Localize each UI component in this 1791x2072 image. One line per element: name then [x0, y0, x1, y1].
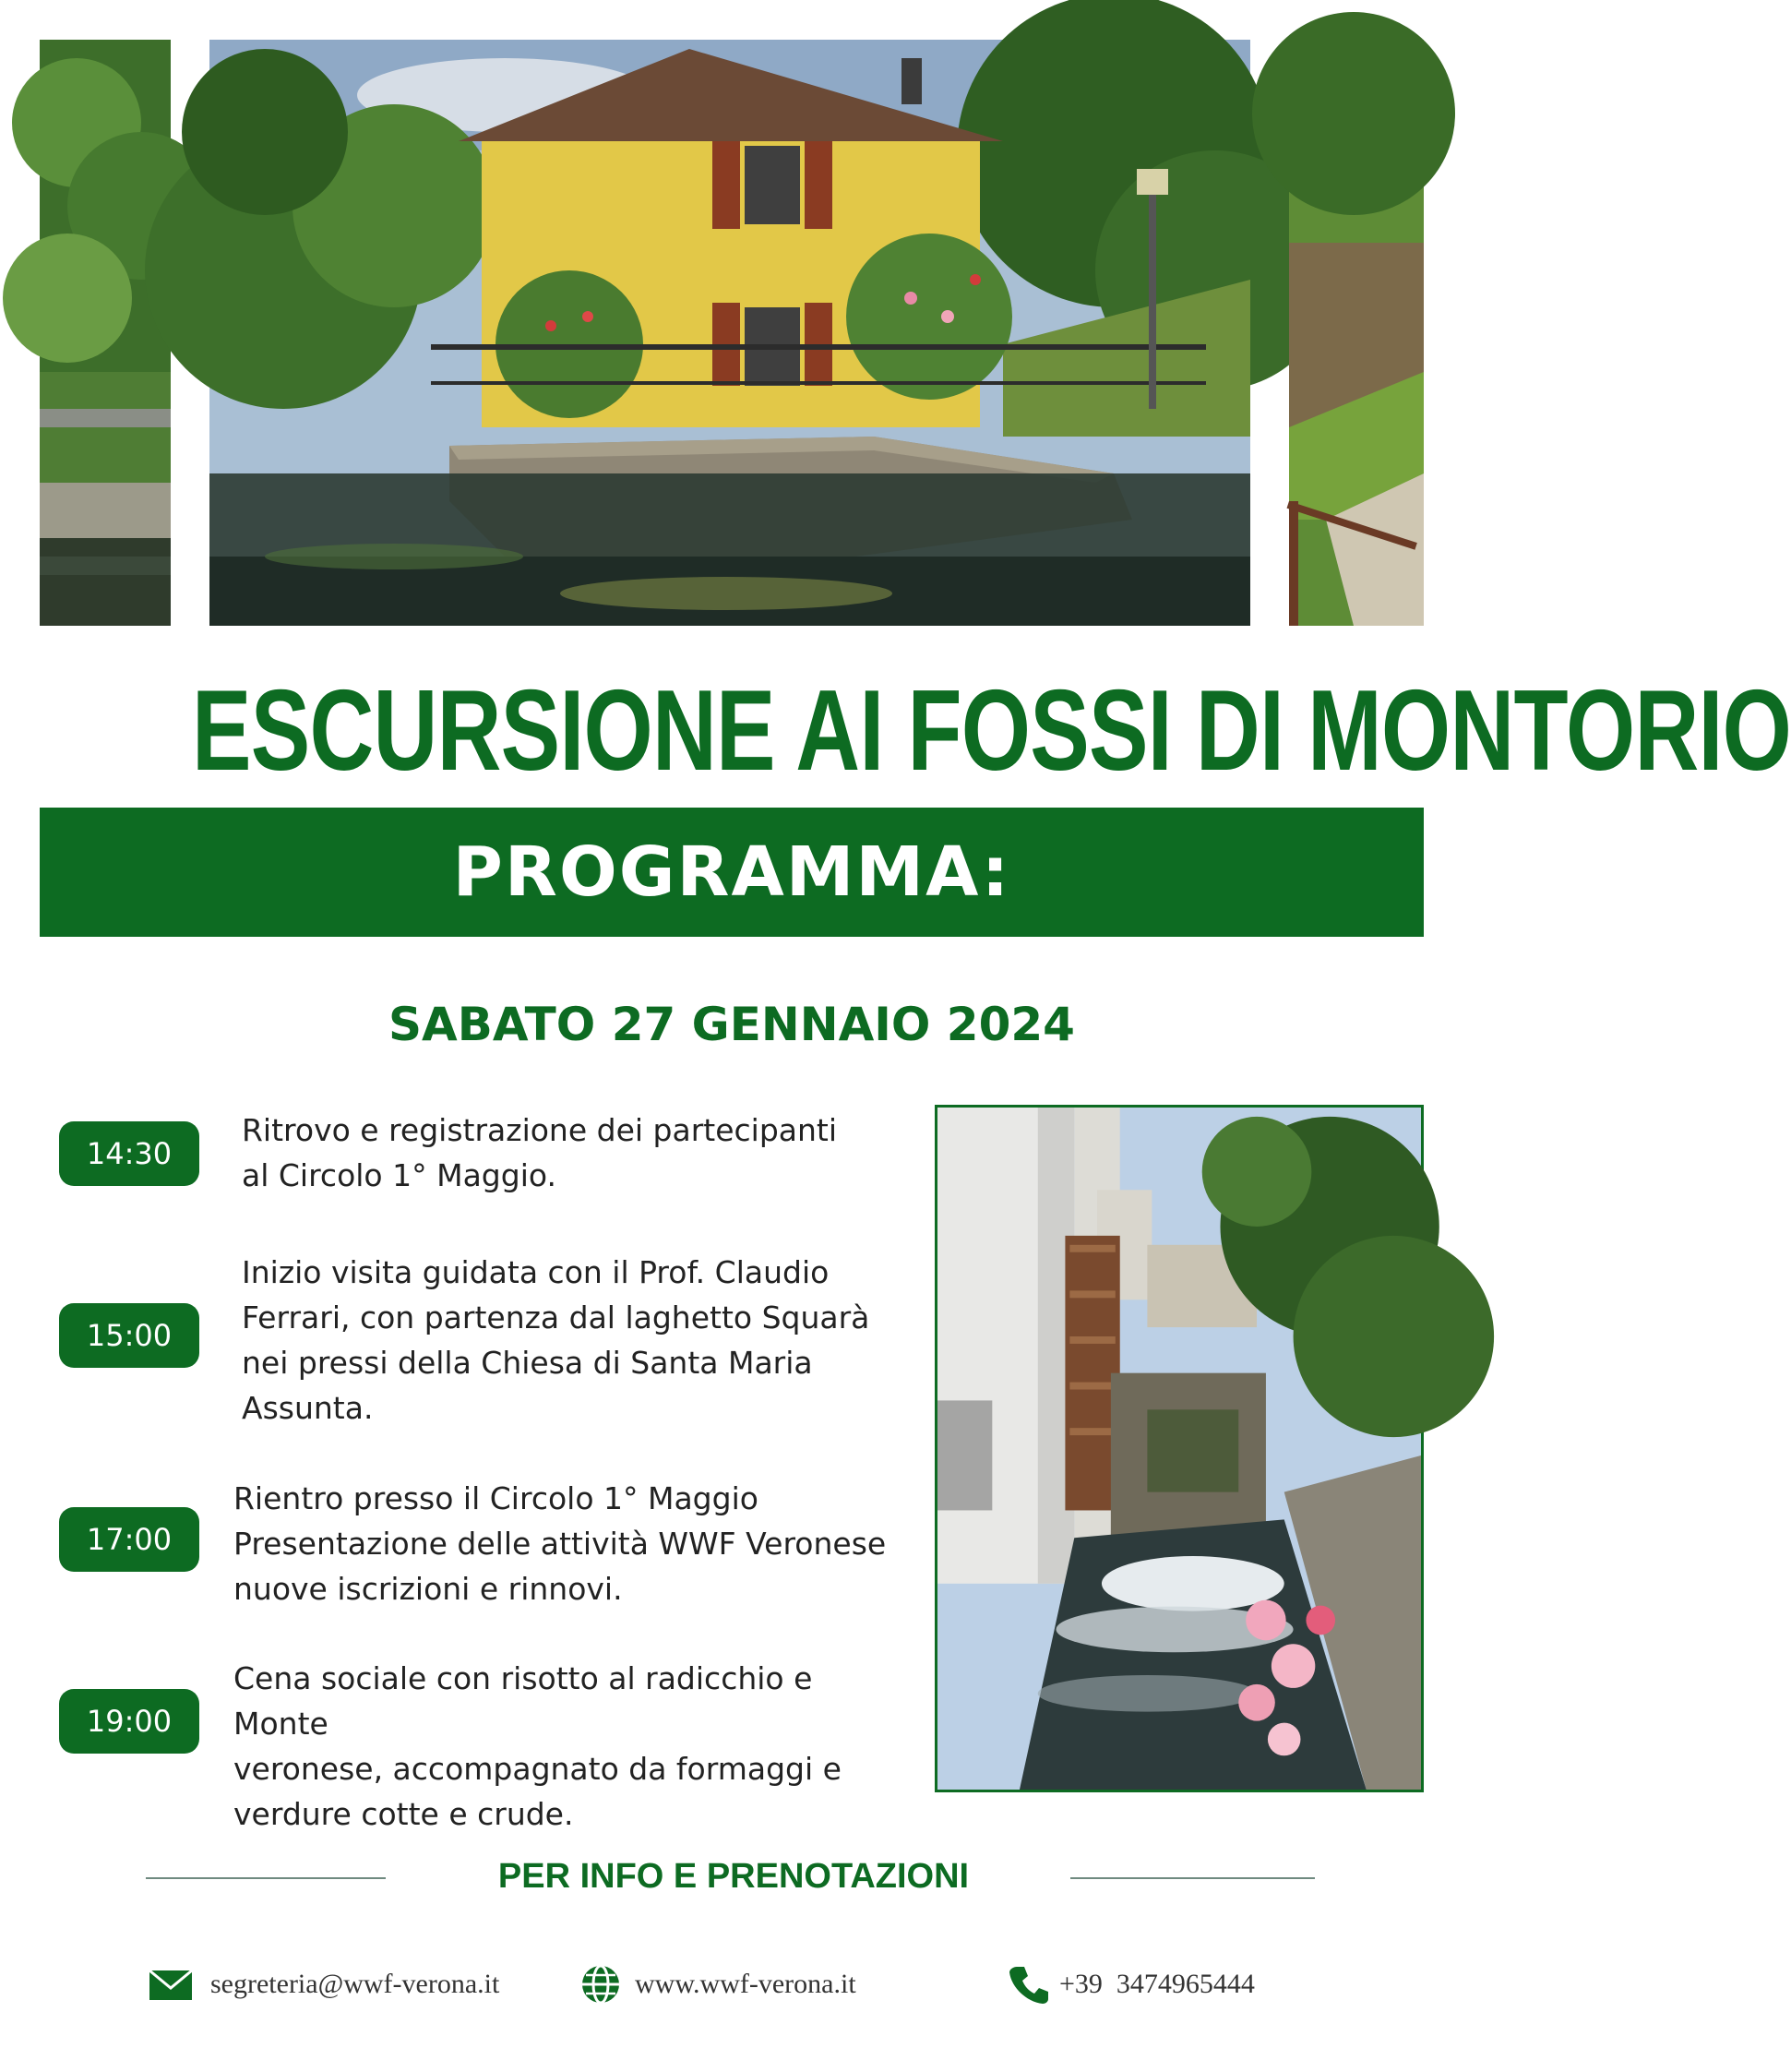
email-link[interactable]: segreteria@wwf-verona.it [210, 1969, 500, 1999]
schedule-item-text: Ritrovo e registrazione dei partecipanti al Circolo 1° Maggio. [242, 1112, 838, 1193]
divider-right [1070, 1877, 1315, 1879]
banner-photo-left [40, 40, 171, 626]
info-heading: PER INFO E PRENOTAZIONI [497, 1857, 970, 1896]
phone-number[interactable]: +39 3474965444 [1059, 1969, 1255, 1999]
banner-photo-right [1289, 40, 1424, 626]
time-badge: 14:30 [59, 1121, 199, 1186]
phone-icon [1006, 1961, 1052, 2007]
mill-photo [935, 1105, 1424, 1792]
time-badge: 19:00 [59, 1689, 199, 1754]
schedule-item-text: Inizio visita guidata con il Prof. Claudio Ferrari, con partenza dal laghetto Squarà nei pressi della Chiesa di Santa Maria Assunta. [242, 1254, 870, 1426]
schedule-item-text: Cena sociale con risotto al radicchio e Monte veronese, accompagnato da formaggi e verdure cotte e crude. [233, 1660, 842, 1832]
divider-left [146, 1877, 386, 1879]
event-date: SABATO 27 GENNAIO 2024 [388, 998, 1075, 1051]
website-link[interactable]: www.wwf-verona.it [635, 1969, 856, 1999]
page-title: ESCURSIONE AI FOSSI DI MONTORIO [192, 667, 1791, 795]
globe-icon [578, 1961, 624, 2007]
envelope-icon [148, 1961, 194, 2007]
time-badge: 15:00 [59, 1303, 199, 1368]
program-banner: PROGRAMMA: [40, 808, 1424, 937]
banner-photo-house [209, 40, 1250, 626]
time-badge: 17:00 [59, 1507, 199, 1572]
schedule-item-text: Rientro presso il Circolo 1° Maggio Presentazione delle attività WWF Veronese nuove iscrizioni e rinnovi. [233, 1480, 887, 1607]
